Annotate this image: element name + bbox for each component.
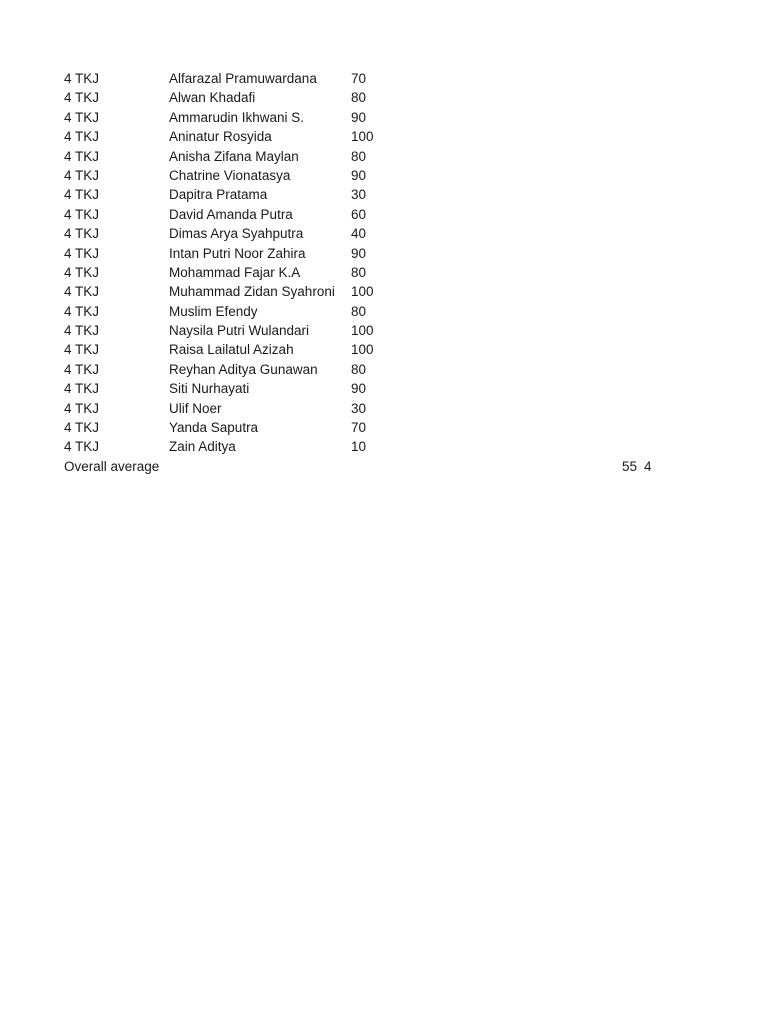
score-cell: 30: [351, 187, 367, 203]
class-cell: 4 TKJ: [64, 323, 100, 339]
score-cell: 70: [351, 420, 367, 436]
class-cell: 4 TKJ: [64, 381, 100, 397]
class-cell: 4 TKJ: [64, 284, 100, 300]
student-name-cell: Siti Nurhayati: [169, 381, 250, 397]
score-cell: 60: [351, 206, 367, 222]
score-cell: 10: [351, 439, 367, 455]
table-row: [64, 224, 704, 243]
overall-average-value: 55: [622, 458, 638, 474]
class-cell: 4 TKJ: [64, 245, 100, 261]
student-name-cell: Intan Putri Noor Zahira: [169, 245, 306, 261]
class-cell: 4 TKJ: [64, 206, 100, 222]
score-cell: 100: [351, 342, 374, 358]
score-cell: 80: [351, 148, 367, 164]
student-name-cell: Yanda Saputra: [169, 420, 259, 436]
student-name-cell: Raisa Lailatul Azizah: [169, 342, 294, 358]
class-cell: 4 TKJ: [64, 148, 100, 164]
score-cell: 90: [351, 381, 367, 397]
student-name-cell: Muslim Efendy: [169, 303, 258, 319]
class-cell: 4 TKJ: [64, 129, 100, 145]
table-row: [64, 340, 704, 359]
table-row: [64, 418, 704, 437]
table-row: [64, 379, 704, 398]
student-name-cell: Dapitra Pratama: [169, 187, 268, 203]
student-name-cell: Ammarudin Ikhwani S.: [169, 109, 305, 125]
score-cell: 70: [351, 71, 367, 86]
score-cell: 30: [351, 400, 367, 416]
table-row: [64, 282, 704, 301]
table-row: [64, 185, 704, 204]
class-cell: 4 TKJ: [64, 71, 100, 86]
table-row: [64, 147, 704, 166]
student-name-cell: Alwan Khadafi: [169, 90, 256, 106]
score-cell: 100: [351, 323, 374, 339]
student-name-cell: Naysila Putri Wulandari: [169, 323, 310, 339]
table-row: [64, 302, 704, 321]
overall-average-label: Overall average: [64, 458, 160, 474]
class-cell: 4 TKJ: [64, 226, 100, 242]
overall-average-extra: 4: [644, 458, 652, 474]
score-table: [64, 69, 704, 476]
student-name-cell: Anisha Zifana Maylan: [169, 148, 299, 164]
student-name-cell: Zain Aditya: [169, 439, 236, 455]
score-cell: 100: [351, 284, 374, 300]
table-row: [64, 360, 704, 379]
table-row: [64, 399, 704, 418]
table-row: [64, 69, 704, 88]
student-name-cell: Chatrine Vionatasya: [169, 167, 291, 183]
student-name-cell: Alfarazal Pramuwardana: [169, 71, 317, 86]
table-row: [64, 205, 704, 224]
class-cell: 4 TKJ: [64, 303, 100, 319]
score-cell: 40: [351, 226, 367, 242]
table-row: [64, 166, 704, 185]
score-rows: [64, 69, 704, 457]
class-cell: 4 TKJ: [64, 342, 100, 358]
score-cell: 90: [351, 245, 367, 261]
overall-average-row: [64, 457, 704, 476]
class-cell: 4 TKJ: [64, 109, 100, 125]
student-name-cell: Ulif Noer: [169, 400, 222, 416]
student-name-cell: Muhammad Zidan Syahroni: [169, 284, 335, 300]
score-cell: 100: [351, 129, 374, 145]
class-cell: 4 TKJ: [64, 420, 100, 436]
class-cell: 4 TKJ: [64, 400, 100, 416]
class-cell: 4 TKJ: [64, 264, 100, 280]
table-row: [64, 321, 704, 340]
table-row: [64, 263, 704, 282]
table-row: [64, 108, 704, 127]
score-cell: 80: [351, 90, 367, 106]
student-name-cell: David Amanda Putra: [169, 206, 293, 222]
score-cell: 80: [351, 303, 367, 319]
class-cell: 4 TKJ: [64, 439, 100, 455]
class-cell: 4 TKJ: [64, 361, 100, 377]
score-cell: 90: [351, 109, 367, 125]
student-name-cell: Aninatur Rosyida: [169, 129, 272, 145]
table-row: [64, 88, 704, 107]
class-cell: 4 TKJ: [64, 167, 100, 183]
class-cell: 4 TKJ: [64, 90, 100, 106]
table-row: [64, 437, 704, 456]
class-cell: 4 TKJ: [64, 187, 100, 203]
score-cell: 90: [351, 167, 367, 183]
score-cell: 80: [351, 361, 367, 377]
table-row: [64, 244, 704, 263]
table-row: [64, 127, 704, 146]
student-name-cell: Dimas Arya Syahputra: [169, 226, 304, 242]
student-name-cell: Reyhan Aditya Gunawan: [169, 361, 318, 377]
student-name-cell: Mohammad Fajar K.A: [169, 264, 301, 280]
score-cell: 80: [351, 264, 367, 280]
